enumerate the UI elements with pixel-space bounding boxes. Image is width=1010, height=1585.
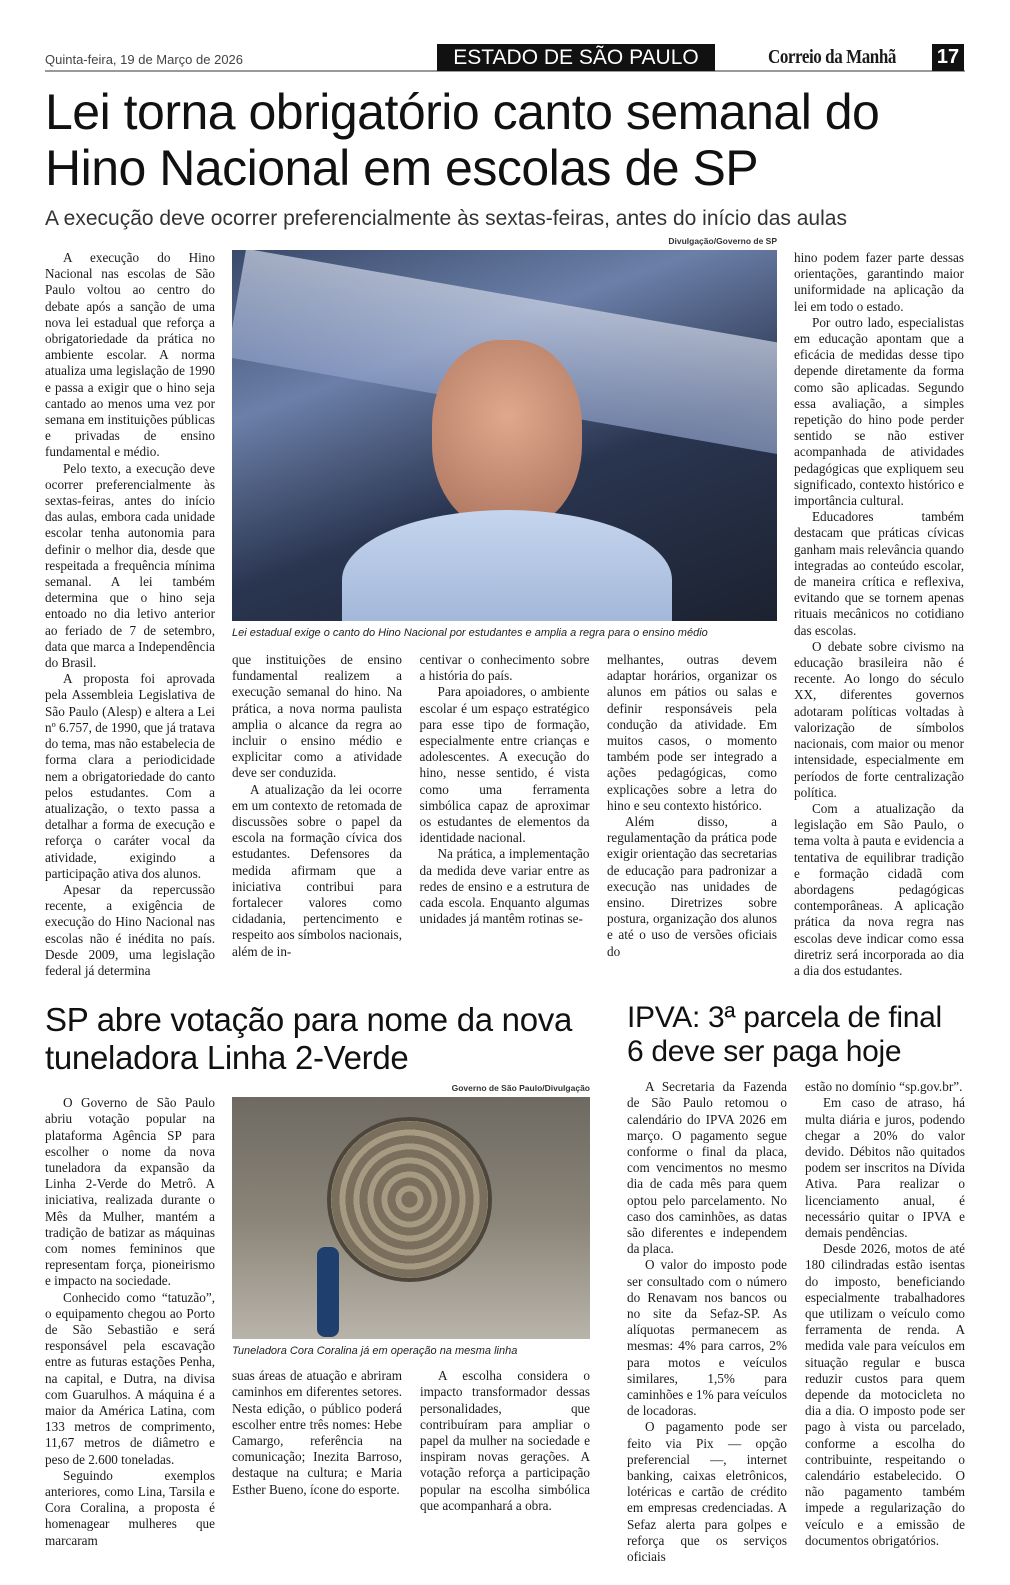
paragraph: suas áreas de atuação e abriram caminhos em diferentes setores. Nesta edição, o público poderá escolher entre três nomes: Hebe Camargo, referência na comunicação; Inezita Barroso, destaque na cultura; e Maria Esther Bueno, ícone do esporte. [232, 1368, 402, 1497]
article3-column-1 [627, 1079, 787, 1565]
article1-column-5 [794, 250, 964, 979]
paragraph: hino podem fazer parte dessas orientações, garantindo maior uniformidade na aplicação da lei em todo o estado. [794, 250, 964, 314]
article1-photo-caption: Lei estadual exige o canto do Hino Nacional por estudantes e amplia a regra para o ensino médio [232, 627, 708, 639]
person-face [432, 340, 582, 530]
article1-column-3 [420, 652, 590, 960]
article2-column-2 [232, 1368, 402, 1514]
paragraph: A proposta foi aprovada pela Assembleia Legislativa de São Paulo (Alesp) e altera a Lei nº 6.757, de 1990, que já tratava do tema, mas não estabelecia de forma clara a periodicidade nem a obrigatoriedade do canto pelos estudantes. Com a atualização, o texto passa a detalhar a forma de execução e reforça o caráter vocal da atividade, exigindo a participação ativa dos alunos. [45, 671, 215, 881]
paragraph: Por outro lado, especialistas em educação apontam que a eficácia de medidas desse tipo depende diretamente da forma como são aplicadas. Segundo essa avaliação, a simples repetição do hino pode perder sentido se não estiver acompanhada de atividades pedagógicas que expliquem seu significado, contexto histórico e importância cultural. [794, 314, 964, 509]
article2 [45, 1001, 590, 1549]
paragraph: A execução do Hino Nacional nas escolas de São Paulo voltou ao centro do debate após a sanção de uma nova lei estadual que reforça a obrigatoriedade da prática no ambiente escolar. A norma atualiza uma legislação de 1990 e passa a exigir que o hino seja cantado ao menos uma vez por semana em instituições públicas e privadas de ensino fundamental e médio. [45, 250, 215, 460]
issue-date: Quinta-feira, 19 de Março de 2026 [45, 52, 244, 67]
paragraph: Educadores também destacam que práticas cívicas ganham mais relevância quando integradas ao conteúdo escolar, de maneira crítica e reflexiva, evitando que se tornem apenas rituais mecânicos no cotidiano das escolas. [794, 509, 964, 638]
article2-column-3 [420, 1368, 590, 1514]
newspaper-logo: Correio da Manhã [768, 46, 896, 68]
article1-headline: Lei torna obrigatório canto semanal do Hino Nacional em escolas de SP [45, 84, 880, 196]
paragraph: centivar o conhecimento sobre a história do país. [419, 652, 590, 684]
paragraph: Além disso, a regulamentação da prática pode exigir orientação das secretarias de educação para padronizar a execução nas unidades de ensino. Diretrizes sobre postura, organização dos alunos e até o uso de versões oficiais do [607, 814, 777, 959]
paragraph: Apesar da repercussão recente, a exigência de execução do Hino Nacional nas escolas não é inédita no país. Desde 2009, uma legislação federal já determina [45, 881, 215, 978]
paragraph: Na prática, a implementação da medida deve variar entre as redes de ensino e a estrutura de cada escola. Enquanto algumas unidades já mantêm rotinas se- [419, 846, 590, 927]
article2-photo-caption: Tuneladora Cora Coralina já em operação na mesma linha [232, 1345, 518, 1358]
article1-column-4 [607, 652, 777, 960]
worker [317, 1247, 339, 1337]
article2-lower-columns [232, 1368, 590, 1514]
article3-column-2 [805, 1079, 965, 1565]
paragraph: A escolha considera o impacto transformador dessas personalidades, que contribuíram para ampliar o papel da mulher na sociedade e inspiram novas gerações. A votação reforça a participação popular na escolha simbólica que acompanhará a obra. [420, 1368, 590, 1513]
paragraph: Desde 2026, motos de até 180 cilindradas estão isentas do imposto, beneficiando especialmente trabalhadores que utilizam o veículo como ferramenta de renda. A medida vale para veículos em situação regular e busca reduzir custos para quem depende da motocicleta no dia a dia. O imposto pode ser pago à vista ou parcelado, conforme a escolha do contribuinte, respeitando o calendário estabelecido. O não pagamento também impede a regularização do veículo e a emissão de documentos obrigatórios. [805, 1241, 965, 1548]
paragraph: Conhecido como “tatuzão”, o equipamento chegou ao Porto de São Sebastião e será responsável pela escavação entre as futuras estações Penha, na capital, e Dutra, na divisa com Guarulhos. A máquina é a maior da América Latina, com 133 metros de comprimento, 11,67 metros de diâmetro e peso de 2.600 toneladas. [45, 1289, 215, 1467]
paragraph: Pelo texto, a execução deve ocorrer preferencialmente às sextas-feiras, antes do início das aulas, embora cada unidade escolar tenha autonomia para definir o melhor dia, desde que respeitada a frequência mínima semanal. A lei também determina que o hino seja entoado no dia letivo anterior ao feriado de 7 de setembro, data que marca a Independência do Brasil. [45, 460, 215, 671]
paragraph: estão no domínio “sp.gov.br”. [805, 1079, 963, 1095]
paragraph: A atualização da lei ocorre em um contexto de retomada de discussões sobre o papel da escola na formação cívica dos estudantes. Defensores da medida afirmam que a iniciativa contribui para fortalecer valores como cidadania, pertencimento e respeito aos símbolos nacionais, além de in- [232, 781, 402, 959]
article1-center [232, 236, 777, 960]
article2-column-1 [45, 1095, 215, 1549]
paragraph: O pagamento pode ser feito via Pix — opção preferencial —, internet banking, caixas eletrônicos, lotéricas e cartão de crédito em empresas credenciadas. A Sefaz alerta para golpes e reforça que os serviços oficiais [627, 1419, 787, 1565]
paragraph: O Governo de São Paulo abriu votação popular na plataforma Agência SP para escolher o nome da nova tuneladora da expansão da Linha 2-Verde do Metrô. A iniciativa, realizada durante o Mês da Mulher, mantém a tradição de batizar as máquinas com nomes femininos que representam força, pioneirismo e impacto na sociedade. [45, 1095, 215, 1289]
article1-body [45, 236, 965, 979]
article2-photo [232, 1097, 590, 1339]
bottom-section [45, 1001, 965, 1565]
paragraph: melhantes, outras devem adaptar horários, organizar os alunos em pátios ou salas e definir responsáveis pela condução da atividade. Em muitos casos, o momento também pode ser integrado a ações pedagógicas, como explicações sobre a letra do hino e seu contexto histórico. [607, 652, 777, 813]
article1-photo [232, 250, 777, 621]
article3-body [627, 1079, 965, 1565]
paragraph: O debate sobre civismo na educação brasileira não é recente. Ao longo do século XX, diferentes governos adotaram políticas voltadas à valorização de símbolos nacionais, com maior ou menor intensidade, especialmente em períodos de forte centralização política. [794, 638, 964, 800]
page-number: 17 [932, 44, 964, 71]
paragraph: que instituições de ensino fundamental realizem a execução semanal do hino. Na prática, a nova norma paulista amplia o alcance da regra ao incluir o ensino médio e explicitar como a atividade deve ser conduzida. [232, 652, 402, 781]
article3 [627, 1001, 965, 1565]
article1-column-2 [232, 652, 402, 960]
person-shirt [342, 510, 672, 621]
masthead [45, 0, 965, 76]
paragraph: Em caso de atraso, há multa diária e juros, podendo chegar a 20% do valor devido. Débitos não quitados podem ser inscritos na Dívida Ativa. Para realizar o licenciamento anual, é necessário quitar o IPVA e demais pendências. [805, 1095, 965, 1240]
article1-subtitle: A execução deve ocorrer preferencialmente às sextas-feiras, antes do início das aulas [45, 207, 847, 230]
article2-body [45, 1083, 590, 1549]
article2-center [232, 1083, 590, 1514]
article1-photo-credit: Divulgação/Governo de SP [668, 236, 777, 246]
paragraph: Para apoiadores, o ambiente escolar é um espaço estratégico para esse tipo de formação, especialmente entre crianças e adolescentes. A execução do hino, nesse sentido, é vista como uma ferramenta simbólica capaz de aproximar os estudantes de elementos da identidade nacional. [419, 684, 590, 846]
article1-column-1 [45, 250, 215, 979]
article3-headline: IPVA: 3ª parcela de final 6 deve ser paga hoje [627, 1001, 942, 1069]
tunnel-boring-machine [327, 1117, 492, 1282]
article2-headline: SP abre votação para nome da nova tuneladora Linha 2-Verde [45, 1001, 573, 1077]
paragraph: A Secretaria da Fazenda de São Paulo retomou o calendário do IPVA 2026 em março. O pagamento segue conforme o final da placa, com vencimentos no mesmo dia de cada mês para quem optou pelo parcelamento. No caso dos caminhões, as datas são diferentes e independem da placa. [627, 1079, 787, 1257]
paragraph: Com a atualização da legislação em São Paulo, o tema volta à pauta e evidencia a tentativa de equilibrar tradição e formação cidadã com abordagens pedagógicas contemporâneas. A aplicação prática da nova regra nas escolas deve indicar como essa diretriz será incorporada ao dia a dia dos estudantes. [794, 800, 964, 978]
paragraph: Seguindo exemplos anteriores, como Lina, Tarsila e Cora Coralina, a proposta é homenagear mulheres que marcaram [45, 1467, 215, 1548]
article2-photo-credit: Governo de São Paulo/Divulgação [451, 1083, 590, 1094]
section-label: ESTADO DE SÃO PAULO [437, 44, 715, 71]
article1-lower-columns [232, 652, 777, 960]
paragraph: O valor do imposto pode ser consultado com o número do Renavam nos bancos ou no site da Sefaz-SP. As alíquotas permanecem as mesmas: 4% para carros, 2% para motos e veículos similares, 1,5% para caminhões e 1% para veículos de locadoras. [627, 1257, 787, 1419]
